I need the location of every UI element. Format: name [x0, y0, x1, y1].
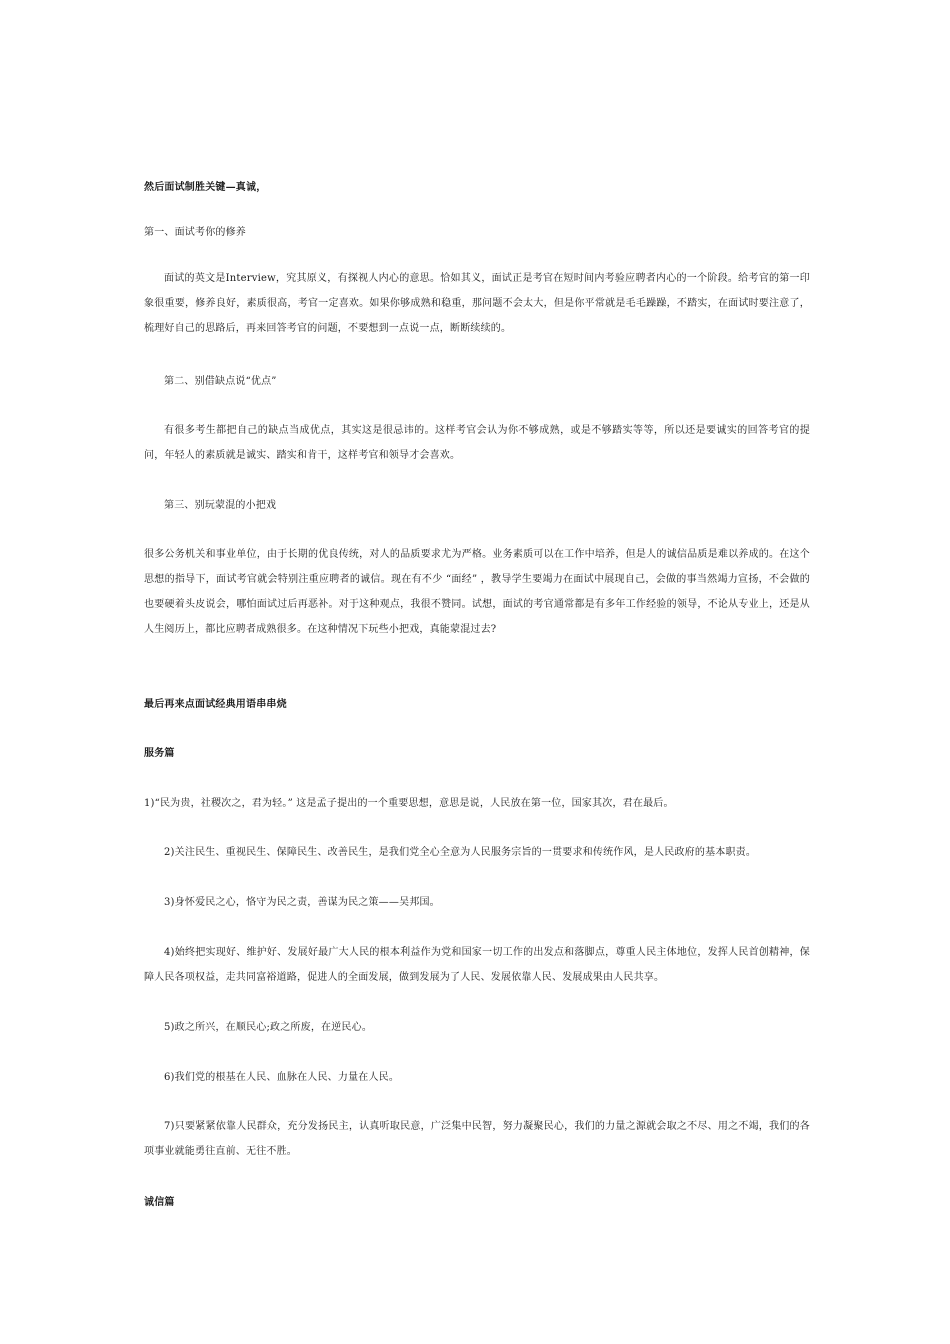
service-section-heading: 服务篇 — [144, 748, 175, 759]
service-item-7: 7)只要紧紧依靠人民群众，充分发扬民主，认真听取民意，广泛集中民智，努力凝聚民心，我们的力量之源就会取之不尽、用之不竭，我们的各项事业就能勇往直前、无往不胜。 — [144, 1121, 810, 1157]
service-item-1: 1)“民为贵，社稷次之，君为轻。” 这是孟子提出的一个重要思想，意思是说，人民放在第一位，国家其次，君在最后。 — [144, 798, 674, 809]
second-point-title: 第二、别借缺点说“优点” — [164, 376, 277, 387]
service-item-3: 3)身怀爱民之心，恪守为民之责，善谋为民之策——吴邦国。 — [164, 897, 440, 908]
third-point-body: 很多公务机关和事业单位，由于长期的优良传统，对人的品质要求尤为严格。业务素质可以在工作中培养，但是人的诚信品质是难以养成的。在这个思想的指导下，面试考官就会特别注重应聘者的诚信。现在有不少 “面经” ，教导学生要竭力在面试中展现自己，会做的事当然竭力宣扬，不会做的也要硬着头皮说会，哪怕面试过后再恶补。对于这种观点，我很不赞同。试想，面试的考官通常都是有多年工作经验的领导，不论从专业上，还是从人生阅历上，都比应聘者成熟很多。在这种情况下玩些小把戏，真能蒙混过去? — [144, 549, 810, 635]
service-item-4: 4)始终把实现好、维护好、发展好最广大人民的根本利益作为党和国家一切工作的出发点和落脚点，尊重人民主体地位，发挥人民首创精神，保障人民各项权益，走共同富裕道路，促进人的全面发展，做到发展为了人民、发展依靠人民、发展成果由人民共享。 — [144, 947, 810, 983]
classic-phrases-heading: 最后再来点面试经典用语串串烧 — [144, 699, 287, 710]
third-point-title: 第三、别玩蒙混的小把戏 — [164, 500, 277, 511]
service-item-5: 5)政之所兴，在顺民心;政之所废，在逆民心。 — [164, 1022, 373, 1033]
service-item-2: 2)关注民生、重视民生、保障民生、改善民生，是我们党全心全意为人民服务宗旨的一贯要求和传统作风，是人民政府的基本职责。 — [164, 847, 757, 858]
integrity-section-heading: 诚信篇 — [144, 1197, 175, 1208]
first-point-title: 第一、面试考你的修养 — [144, 227, 246, 238]
first-point-body: 面试的英文是Interview，究其原义，有探视人内心的意思。恰如其义，面试正是考官在短时间内考验应聘者内心的一个阶段。给考官的第一印象很重要，修养良好，素质很高，考官一定喜欢。如果你够成熟和稳重，那问题不会太大，但是你平常就是毛毛躁躁，不踏实，在面试时要注意了，梳理好自己的思路后，再来回答考官的问题，不要想到一点说一点，断断续续的。 — [144, 273, 810, 334]
section-heading-key: 然后面试制胜关键—真诚， — [144, 182, 267, 193]
service-item-6: 6)我们党的根基在人民、血脉在人民、力量在人民。 — [164, 1072, 400, 1083]
second-point-body: 有很多考生都把自己的缺点当成优点，其实这是很忌讳的。这样考官会认为你不够成熟，或是不够踏实等等，所以还是要诚实的回答考官的提问，年轻人的素质就是诚实、踏实和肯干，这样考官和领导才会喜欢。 — [144, 425, 810, 461]
